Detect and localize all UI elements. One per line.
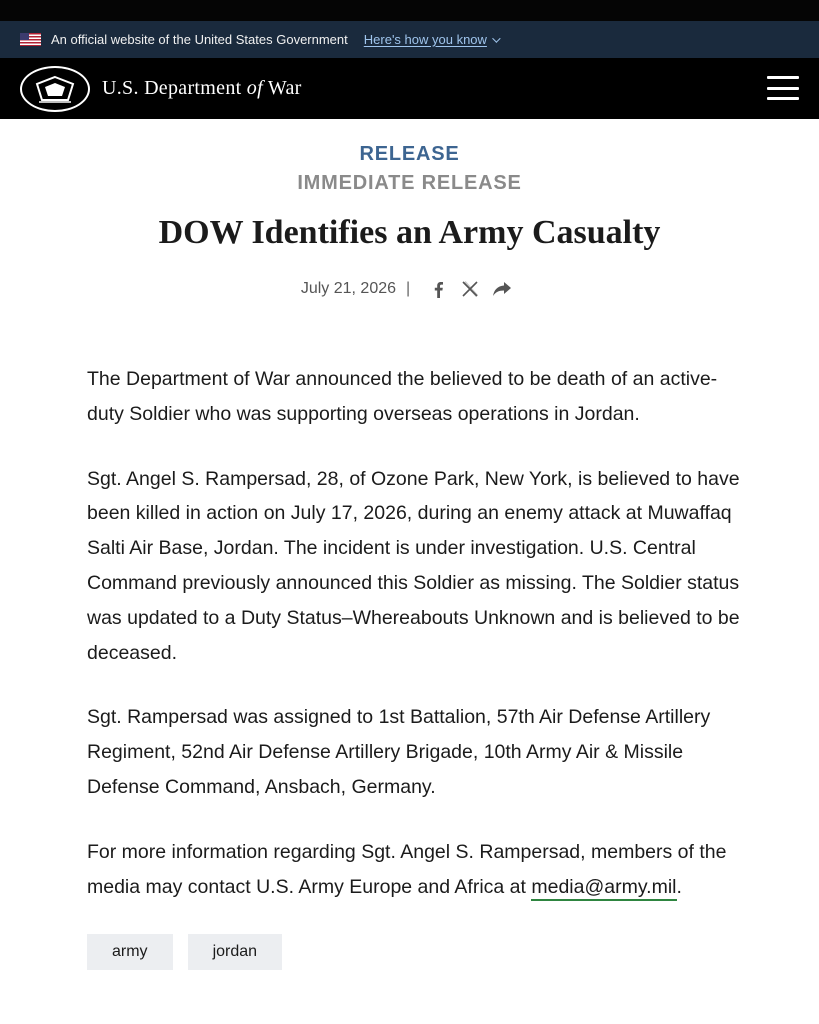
tag-army[interactable]: army	[87, 934, 173, 970]
how-you-know-link[interactable]	[364, 32, 498, 47]
chevron-down-icon	[492, 34, 500, 42]
release-kicker: RELEASE	[359, 143, 460, 165]
page-title: DOW Identifies an Army Casualty	[158, 214, 661, 251]
tag-list	[87, 934, 297, 970]
media-email-link[interactable]: media@army.mil	[531, 876, 676, 901]
menu-bar	[767, 97, 799, 100]
gov-banner	[0, 21, 819, 58]
share-icon[interactable]	[492, 279, 512, 299]
facebook-icon[interactable]	[428, 279, 448, 299]
meta-separator: |	[406, 280, 411, 297]
article-meta	[0, 279, 819, 299]
hamburger-menu-icon[interactable]	[767, 76, 799, 100]
paragraph-1: The Department of War announced the believed to be death of an active-duty Soldier who was supporting overseas operations in Jordan.	[87, 368, 718, 425]
top-strip	[0, 0, 819, 21]
immediate-release-label: IMMEDIATE RELEASE	[297, 172, 522, 194]
site-title-prefix: U.S. Department	[102, 77, 247, 99]
contact-text: For more information regarding Sgt. Angel S. Rampersad, members of the media may contact U.S. Army Europe and Africa at	[87, 840, 727, 898]
tag-jordan[interactable]: jordan	[188, 934, 282, 970]
contact-suffix: .	[676, 875, 682, 898]
pentagon-seal-icon[interactable]	[20, 66, 90, 112]
site-title[interactable]	[102, 77, 302, 100]
site-header	[0, 58, 819, 119]
paragraph-3: Sgt. Rampersad was assigned to 1st Battalion, 57th Air Defense Artillery Regiment, 52nd Air Defense Artillery Brigade, 10th Army Air & Missile Defense Command, Ansbach, Germany.	[87, 706, 711, 798]
official-website-text: An official website of the United States Government	[51, 32, 348, 47]
site-title-suffix: War	[262, 77, 302, 99]
paragraph-2: Sgt. Angel S. Rampersad, 28, of Ozone Park, New York, is believed to have been killed in action on July 17, 2026, during an enemy attack at Muwaffaq Salti Air Base, Jordan. The incident is under investigation. U.S. Central Command previously announced this Soldier as missing. The Soldier status was updated to a Duty Status–Whereabouts Unknown and is believed to be deceased.	[87, 467, 740, 664]
article-body	[87, 362, 742, 934]
how-you-know-label: Here's how you know	[363, 32, 487, 47]
site-title-of: of	[246, 77, 263, 99]
menu-bar	[767, 87, 799, 90]
x-icon[interactable]	[460, 279, 480, 299]
us-flag-icon	[20, 33, 41, 46]
publish-date: July 21, 2026	[300, 280, 397, 297]
menu-bar	[767, 76, 799, 79]
paragraph-contact	[87, 835, 742, 905]
